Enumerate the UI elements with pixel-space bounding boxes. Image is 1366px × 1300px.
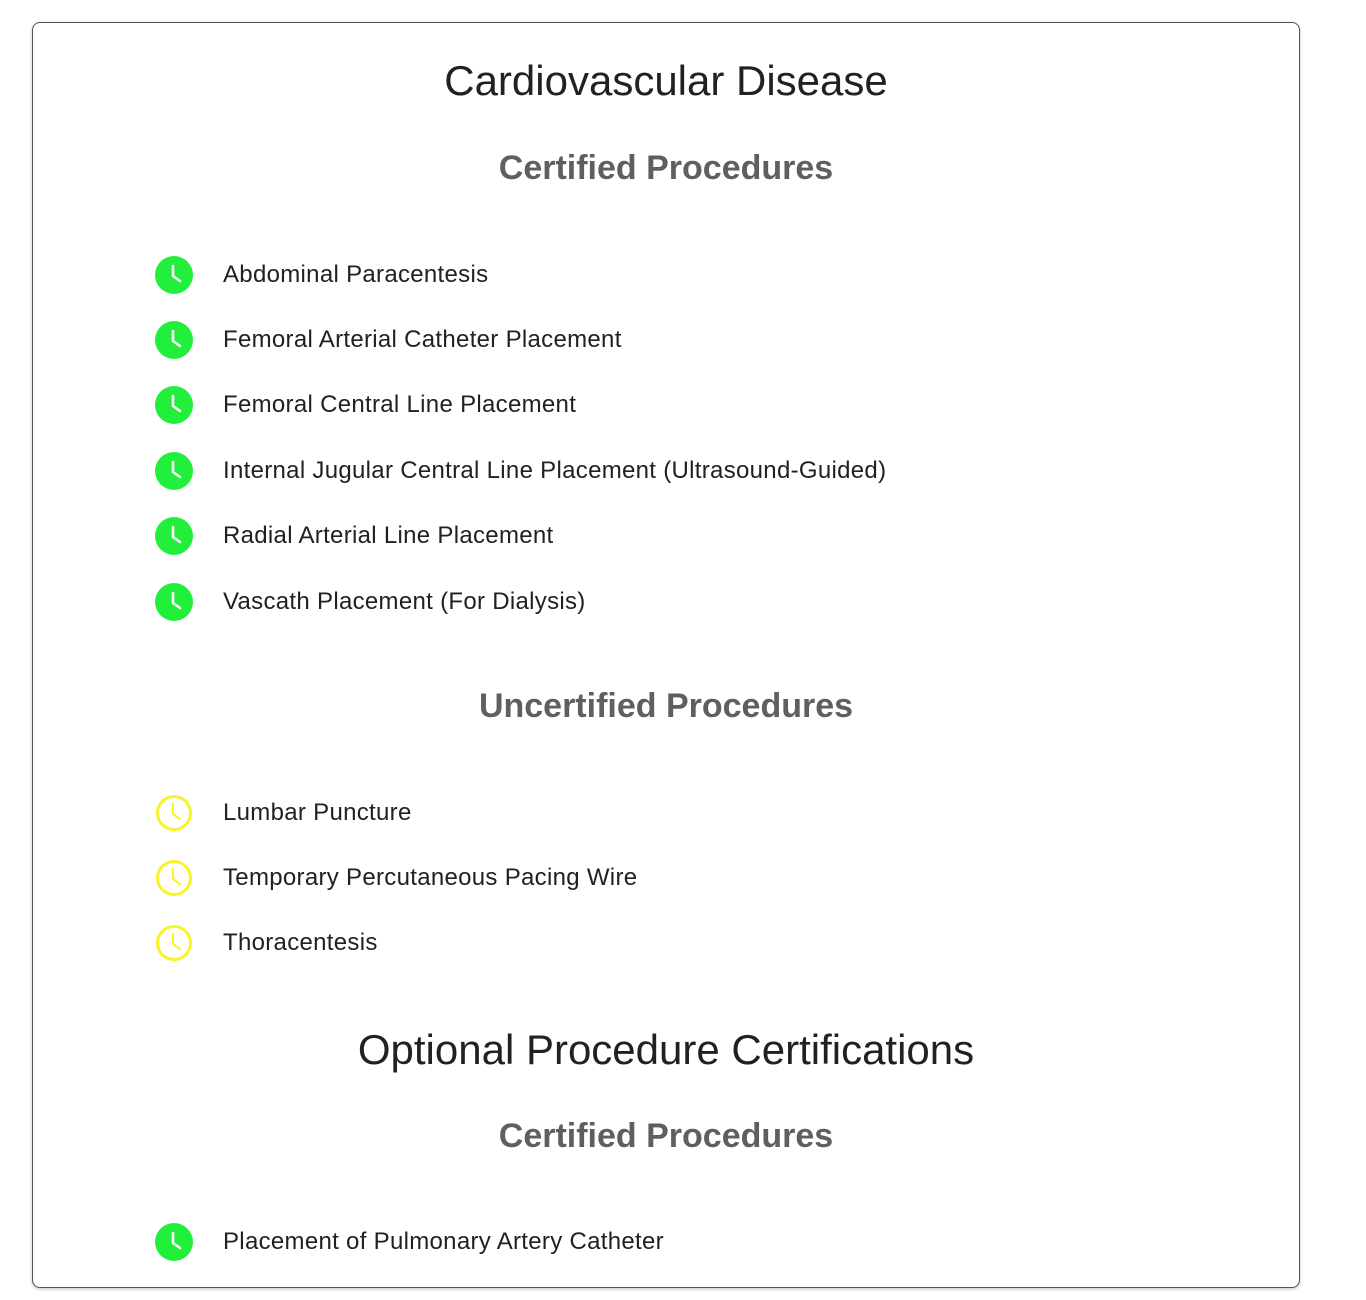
- procedure-label: Femoral Arterial Catheter Placement: [223, 326, 622, 354]
- clock-icon: [155, 583, 193, 621]
- procedure-label: Thoracentesis: [223, 929, 378, 957]
- procedure-label: Abdominal Paracentesis: [223, 260, 489, 288]
- list-item: [155, 845, 637, 910]
- list-item: [155, 1209, 664, 1274]
- procedure-label: Radial Arterial Line Placement: [223, 522, 554, 550]
- procedure-label: Vascath Placement (For Dialysis): [223, 587, 586, 615]
- optional-certified-list: [155, 1209, 664, 1274]
- procedure-label: Internal Jugular Central Line Placement (Ultrasound-Guided): [223, 456, 887, 484]
- clock-icon: [155, 452, 193, 490]
- page-title: Cardiovascular Disease: [444, 57, 888, 104]
- list-item: [155, 911, 637, 976]
- clock-icon: [155, 794, 193, 832]
- procedure-label: Femoral Central Line Placement: [223, 391, 577, 419]
- uncertified-procedures-list: [155, 780, 637, 976]
- list-item: [155, 307, 886, 372]
- optional-heading-certified: Certified Procedures: [498, 1117, 834, 1155]
- list-item: [155, 438, 886, 503]
- clock-icon: [155, 1223, 193, 1261]
- procedures-card: [32, 22, 1300, 1288]
- clock-icon: [155, 517, 193, 555]
- clock-icon: [155, 924, 193, 962]
- section-heading-certified: Certified Procedures: [498, 149, 834, 187]
- list-item: [155, 780, 637, 845]
- list-item: [155, 242, 886, 307]
- clock-icon: [155, 321, 193, 359]
- clock-icon: [155, 256, 193, 294]
- procedure-label: Placement of Pulmonary Artery Catheter: [223, 1227, 664, 1255]
- section-heading-uncertified: Uncertified Procedures: [478, 687, 854, 725]
- clock-icon: [155, 859, 193, 897]
- list-item: [155, 373, 886, 438]
- procedure-label: Temporary Percutaneous Pacing Wire: [223, 864, 638, 892]
- list-item: [155, 569, 886, 634]
- certified-procedures-list: [155, 242, 886, 634]
- clock-icon: [155, 386, 193, 424]
- list-item: [155, 504, 886, 569]
- procedure-label: Lumbar Puncture: [223, 798, 412, 826]
- optional-section-title: Optional Procedure Certifications: [357, 1026, 975, 1073]
